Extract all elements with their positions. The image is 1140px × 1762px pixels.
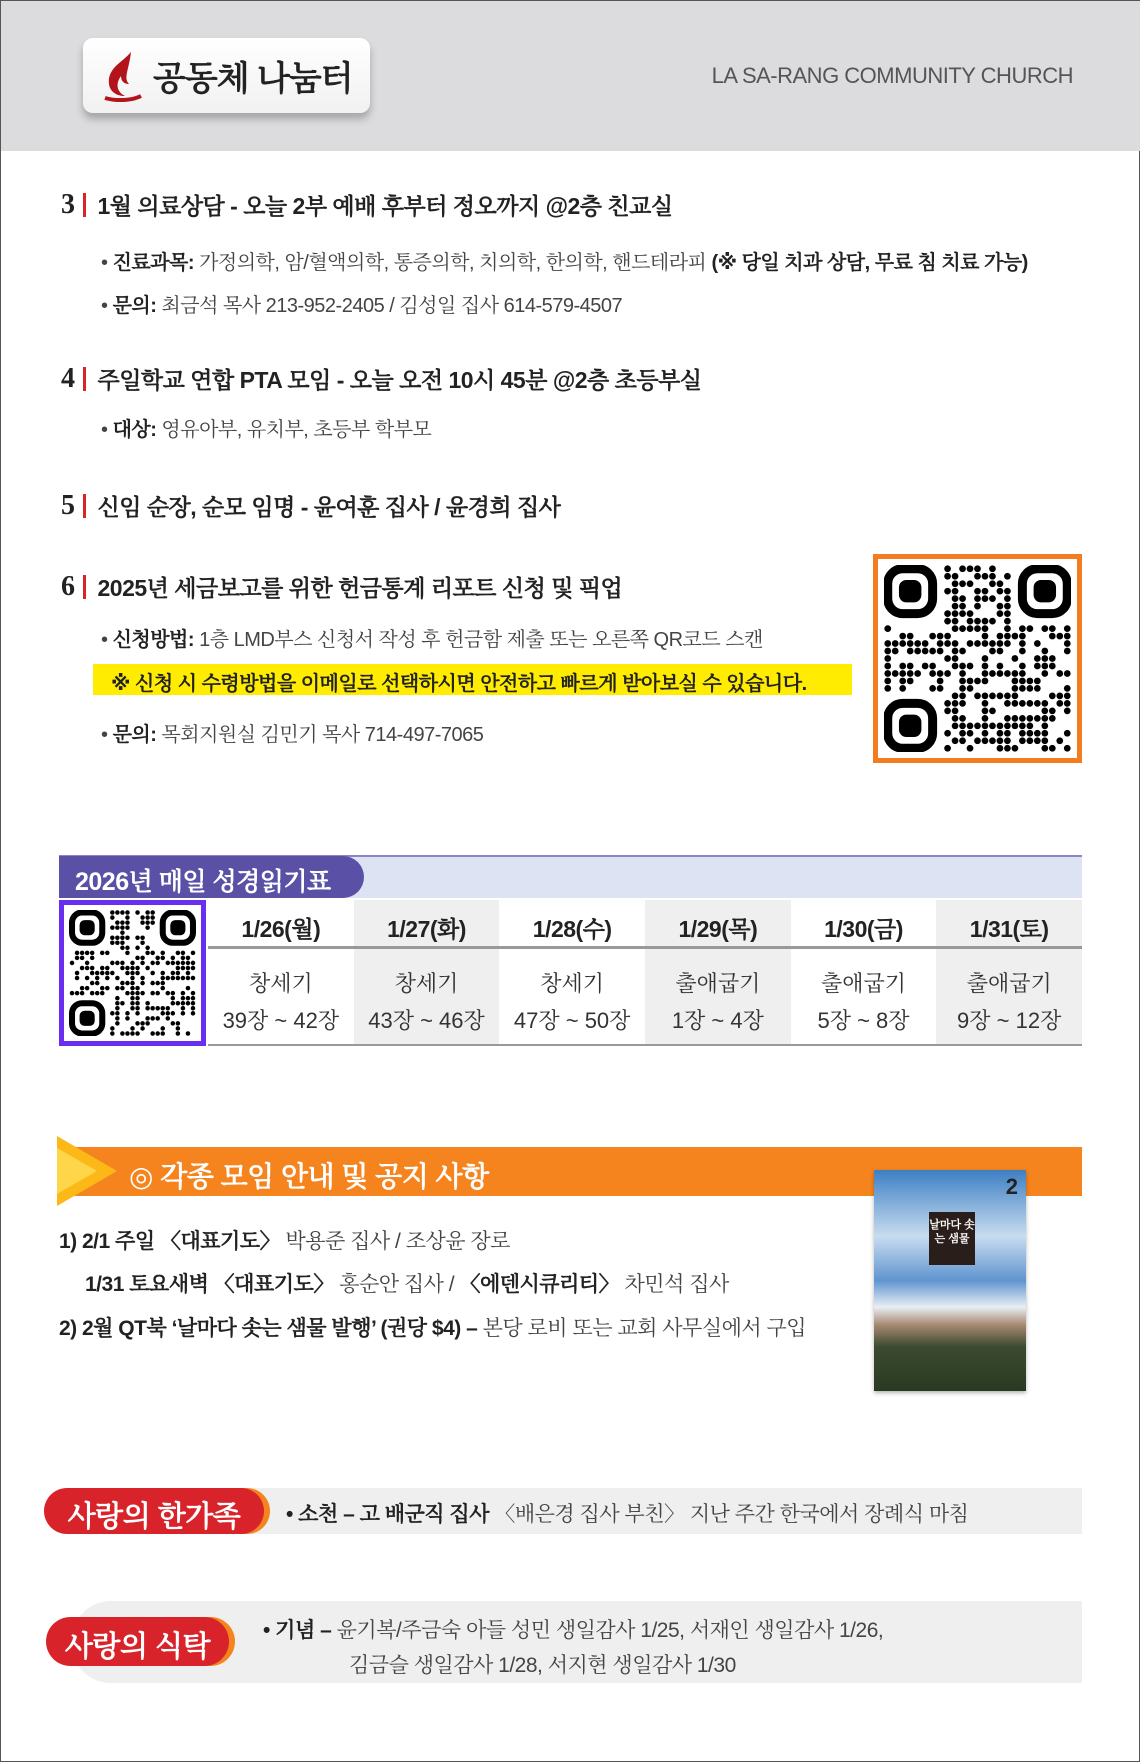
bullet-label: 신청방법: xyxy=(112,629,195,651)
book-title-text: 날마다 솟는 샘물 xyxy=(929,1219,975,1245)
bible-reading-title: 2026년 매일 성경읽기표 xyxy=(59,856,364,898)
bullet-text: 가정의학, 암/혈액의학, 통증의학, 치의학, 한의학, 핸드테라피 xyxy=(194,252,712,274)
bible-day-column xyxy=(791,900,937,1044)
book-title xyxy=(929,1212,975,1265)
bible-reading xyxy=(645,949,791,1039)
bible-date: 1/28(수) xyxy=(499,900,645,949)
item-number: 6 xyxy=(61,570,75,602)
bible-range: 43장 ~ 46장 xyxy=(368,1008,485,1033)
item-4-title xyxy=(61,362,702,395)
qr-code-tax-report[interactable] xyxy=(873,554,1082,763)
bullet-label: 대상: xyxy=(112,419,157,441)
bible-day-column xyxy=(354,900,500,1044)
flame-icon xyxy=(103,50,143,102)
item-number: 4 xyxy=(61,362,75,394)
arrow-icon xyxy=(57,1136,117,1206)
bible-range: 39장 ~ 42장 xyxy=(222,1008,340,1033)
notice-line xyxy=(85,1268,729,1298)
bible-book: 출애굽기 xyxy=(821,971,907,996)
notice-line xyxy=(59,1312,806,1342)
notice-line xyxy=(59,1225,510,1255)
family-detail: 〈배은경 집사 부친〉 지난 주간 한국에서 장례식 마침 xyxy=(489,1503,969,1526)
item-number: 3 xyxy=(61,188,75,220)
qt-book-cover xyxy=(874,1170,1026,1391)
logo xyxy=(83,38,370,113)
family-text xyxy=(286,1498,968,1528)
bullet-note: (※ 당일 치과 상담, 무료 침 치료 가능) xyxy=(711,252,1028,274)
qr-code-bible-reading[interactable] xyxy=(59,900,206,1046)
bible-date: 1/30(금) xyxy=(791,900,937,949)
notice-bold: 1/31 토요새벽 〈대표기도〉 xyxy=(85,1273,334,1296)
bullet-text: 목회지원실 김민기 목사 714-497-7065 xyxy=(156,724,484,746)
bible-day-column xyxy=(499,900,645,1044)
bible-book: 출애굽기 xyxy=(966,971,1052,996)
bible-reading xyxy=(499,949,645,1039)
bullet: • 진료과목: 가정의학, 암/혈액의학, 통증의학, 치의학, 한의학, 핸드테라피 (※ 당일 치과 상담, 무료 침 치료 가능) xyxy=(101,252,1028,274)
item-title-text: 주일학교 연합 PTA 모임 - 오늘 오전 10시 45분 @2층 초등부실 xyxy=(97,367,702,393)
bible-date: 1/26(월) xyxy=(208,900,354,949)
notice-text: 홍순안 집사 / xyxy=(333,1273,460,1296)
item-3-title xyxy=(61,188,673,221)
bible-reading xyxy=(791,949,937,1039)
bullet-text: 최금석 목사 213-952-2405 / 김성일 집사 614-579-4507 xyxy=(156,295,623,317)
fellowship-bold: • 기념 – xyxy=(263,1619,332,1642)
church-name: LA SA-RANG COMMUNITY CHURCH xyxy=(711,63,1073,88)
bullet-label: 진료과목: xyxy=(112,252,195,274)
fellowship-line-1 xyxy=(263,1614,883,1644)
bible-date: 1/29(목) xyxy=(645,900,791,949)
bible-book: 창세기 xyxy=(248,971,313,996)
bible-book: 창세기 xyxy=(540,971,605,996)
bullet: • 대상: 영유아부, 유치부, 초등부 학부모 xyxy=(101,419,432,441)
bible-day-column xyxy=(936,900,1082,1044)
notices-title: ◎ 각종 모임 안내 및 공지 사항 xyxy=(129,1161,489,1192)
notice-text: 차민석 집사 xyxy=(619,1273,729,1296)
qr-code-icon xyxy=(884,565,1071,752)
family-label: 사랑의 한가족 xyxy=(44,1488,264,1534)
bible-range: 47장 ~ 50장 xyxy=(513,1008,631,1033)
bullet: • 문의: 목회지원실 김민기 목사 714-497-7065 xyxy=(101,724,484,746)
bible-day-column xyxy=(645,900,791,1044)
divider xyxy=(83,575,86,599)
bullet: • 신청방법: 1층 LMD부스 신청서 작성 후 헌금함 제출 또는 오른쪽 QR코드 스캔 xyxy=(101,629,763,651)
bible-reading xyxy=(936,949,1082,1039)
notice-text: 본당 로비 또는 교회 사무실에서 구입 xyxy=(477,1317,807,1340)
bullet-text: 1층 LMD부스 신청서 작성 후 헌금함 제출 또는 오른쪽 QR코드 스캔 xyxy=(194,629,763,651)
notice-bold: 〈에덴시큐리티〉 xyxy=(459,1273,620,1296)
bible-book: 창세기 xyxy=(394,971,459,996)
bullet-label: 문의: xyxy=(112,724,157,746)
divider xyxy=(83,494,86,518)
item-title-text: 신임 순장, 순모 임명 - 윤여훈 집사 / 윤경희 집사 xyxy=(97,494,561,520)
book-issue: 2 xyxy=(1005,1174,1018,1199)
item-5-title xyxy=(61,489,560,522)
item-title-text: 2025년 세금보고를 위한 헌금통계 리포트 신청 및 픽업 xyxy=(97,575,623,601)
bible-date: 1/31(토) xyxy=(936,900,1082,949)
divider xyxy=(83,367,86,391)
bible-date: 1/27(화) xyxy=(354,900,500,949)
bible-reading-table xyxy=(208,900,1082,1046)
bible-reading xyxy=(208,949,354,1039)
bible-day-column xyxy=(208,900,354,1044)
divider xyxy=(83,193,86,217)
bible-book: 출애굽기 xyxy=(675,971,761,996)
notice-bold: 1) 2/1 주일 〈대표기도〉 xyxy=(59,1230,281,1253)
notice-text: 박용준 집사 / 조상윤 장로 xyxy=(280,1230,510,1253)
bullet-label: 문의: xyxy=(112,295,157,317)
family-bold: • 소천 – 고 배군직 집사 xyxy=(286,1503,489,1526)
bible-range: 1장 ~ 4장 xyxy=(671,1008,764,1033)
logo-text: 공동체 나눔터 xyxy=(153,60,353,98)
bullet: • 문의: 최금석 목사 213-952-2405 / 김성일 집사 614-579-4507 xyxy=(101,295,623,317)
item-6-title xyxy=(61,570,622,603)
fellowship-line-2: 김금슬 생일감사 1/28, 서지현 생일감사 1/30 xyxy=(349,1654,736,1677)
bible-range: 9장 ~ 12장 xyxy=(957,1008,1062,1033)
highlight-note: ※ 신청 시 수령방법을 이메일로 선택하시면 안전하고 빠르게 받아보실 수 있습니다. xyxy=(93,664,852,695)
bullet-text: 영유아부, 유치부, 초등부 학부모 xyxy=(156,419,432,441)
item-title-text: 1월 의료상담 - 오늘 2부 예배 후부터 정오까지 @2층 친교실 xyxy=(97,193,673,219)
bible-reading xyxy=(354,949,500,1039)
item-number: 5 xyxy=(61,489,75,521)
fellowship-text: 윤기복/주금숙 아들 성민 생일감사 1/25, 서재인 생일감사 1/26, xyxy=(331,1619,884,1642)
notice-bold: 2) 2월 QT북 ‘날마다 솟는 샘물 발행’ (권당 $4) – xyxy=(59,1317,478,1340)
fellowship-label: 사랑의 식탁 xyxy=(46,1617,229,1666)
qr-code-icon xyxy=(69,910,196,1036)
bible-range: 5장 ~ 8장 xyxy=(817,1008,910,1033)
